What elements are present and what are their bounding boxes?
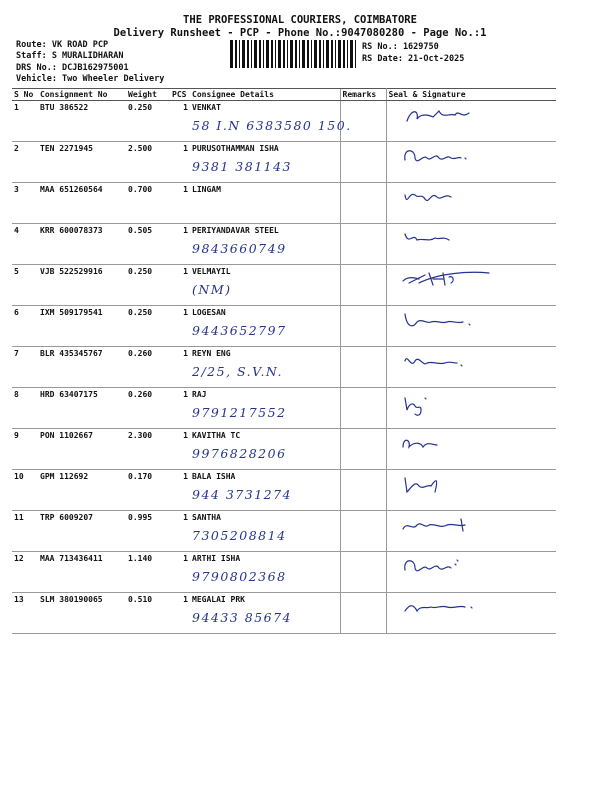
consignee-cell	[190, 347, 340, 388]
barcode-bar	[275, 40, 276, 68]
consignee-name: PERIYANDAVAR STEEL	[192, 226, 279, 235]
consignee-cell	[190, 470, 340, 511]
barcode-bar	[307, 40, 309, 68]
consignee-name: VELMAYIL	[192, 267, 231, 276]
barcode-bar	[343, 40, 345, 68]
table-row	[12, 224, 556, 265]
signature-cell	[386, 101, 556, 142]
barcode-bar	[331, 40, 333, 68]
handwritten-signature	[399, 308, 519, 338]
consignee-name: LINGAM	[192, 185, 221, 194]
sno-cell: 2	[12, 142, 38, 183]
signature-cell	[386, 388, 556, 429]
signature-cell	[386, 429, 556, 470]
barcode-bar	[235, 40, 237, 68]
weight-cell: 2.500	[126, 142, 170, 183]
barcode-bar	[251, 40, 252, 68]
sno-cell: 7	[12, 347, 38, 388]
consignment-no-cell: IXM 509179541	[38, 306, 126, 347]
barcode-bar	[314, 40, 317, 68]
sno-cell: 3	[12, 183, 38, 224]
signature-cell	[386, 183, 556, 224]
sno-cell: 13	[12, 593, 38, 634]
barcode-bar	[259, 40, 261, 68]
weight-cell: 0.260	[126, 388, 170, 429]
col-header-signature: Seal & Signature	[386, 89, 556, 101]
barcode-bar	[299, 40, 300, 68]
sno-cell: 6	[12, 306, 38, 347]
remarks-cell	[340, 142, 386, 183]
signature-cell	[386, 224, 556, 265]
weight-cell: 0.260	[126, 347, 170, 388]
handwritten-note: 9443652797	[192, 323, 287, 338]
weight-cell: 0.510	[126, 593, 170, 634]
consignment-no-cell: GPM 112692	[38, 470, 126, 511]
pcs-cell: 1	[170, 347, 190, 388]
barcode-bar	[278, 40, 281, 68]
handwritten-note: 9791217552	[192, 405, 287, 420]
signature-cell	[386, 511, 556, 552]
barcode-bar	[323, 40, 324, 68]
consignee-name: MEGALAI PRK	[192, 595, 245, 604]
weight-cell: 1.140	[126, 552, 170, 593]
signature-cell	[386, 347, 556, 388]
rs-date: RS Date: 21-Oct-2025	[362, 54, 465, 64]
pcs-cell: 1	[170, 265, 190, 306]
handwritten-note: 9976828206	[192, 446, 287, 461]
sno-cell: 12	[12, 552, 38, 593]
barcode-bar	[242, 40, 245, 68]
consignee-name: BALA ISHA	[192, 472, 236, 481]
barcode-bar	[290, 40, 293, 68]
staff-label: Staff: S MURALIDHARAN	[16, 51, 124, 61]
route-label: Route: VK ROAD PCP	[16, 40, 109, 50]
table-row	[12, 470, 556, 511]
consignment-no-cell: HRD 63407175	[38, 388, 126, 429]
col-header-weight: Weight	[126, 89, 170, 101]
barcode-bar	[239, 40, 240, 68]
handwritten-signature	[399, 185, 519, 215]
sno-cell: 10	[12, 470, 38, 511]
consignee-cell	[190, 429, 340, 470]
table-row	[12, 265, 556, 306]
barcode-bar	[355, 40, 356, 68]
handwritten-note: 944 3731274	[192, 487, 293, 502]
barcode	[230, 40, 356, 68]
consignee-cell	[190, 142, 340, 183]
consignee-name: ARTHI ISHA	[192, 554, 241, 563]
pcs-cell: 1	[170, 470, 190, 511]
signature-cell	[386, 142, 556, 183]
pcs-cell: 1	[170, 224, 190, 265]
remarks-cell	[340, 265, 386, 306]
handwritten-signature	[399, 103, 519, 133]
remarks-cell	[340, 511, 386, 552]
signature-cell	[386, 470, 556, 511]
handwritten-note: 58 I.N 6383580 150.	[192, 118, 352, 133]
consignee-name: RAJ	[192, 390, 207, 399]
signature-cell	[386, 593, 556, 634]
sno-cell: 9	[12, 429, 38, 470]
weight-cell: 2.300	[126, 429, 170, 470]
table-row	[12, 552, 556, 593]
pcs-cell: 1	[170, 101, 190, 142]
barcode-bar	[287, 40, 288, 68]
vehicle-label: Vehicle: Two Wheeler Delivery	[16, 74, 165, 84]
barcode-bar	[271, 40, 273, 68]
consignee-cell	[190, 306, 340, 347]
col-header-sno: S No	[12, 89, 38, 101]
col-header-consignee: Consignee Details	[190, 89, 340, 101]
barcode-bar	[338, 40, 341, 68]
remarks-cell	[340, 224, 386, 265]
consignee-name: KAVITHA TC	[192, 431, 241, 440]
barcode-bar	[326, 40, 329, 68]
consignee-name: SANTHA	[192, 513, 221, 522]
barcode-bar	[350, 40, 353, 68]
handwritten-signature	[399, 472, 519, 502]
handwritten-signature	[399, 226, 519, 256]
signature-cell	[386, 306, 556, 347]
handwritten-note: (NM)	[192, 282, 232, 297]
consignee-name: VENKAT	[192, 103, 221, 112]
barcode-bar	[263, 40, 264, 68]
consignee-cell	[190, 224, 340, 265]
pcs-cell: 1	[170, 142, 190, 183]
consignee-cell	[190, 511, 340, 552]
table-row	[12, 429, 556, 470]
consignment-no-cell: MAA 713436411	[38, 552, 126, 593]
remarks-cell	[340, 347, 386, 388]
drs-number: DRS No.: DCJB162975001	[16, 63, 129, 73]
barcode-bar	[319, 40, 321, 68]
table-row	[12, 101, 556, 142]
consignee-name: LOGESAN	[192, 308, 226, 317]
consignment-no-cell: MAA 651260564	[38, 183, 126, 224]
handwritten-note: 9843660749	[192, 241, 287, 256]
consignee-cell	[190, 593, 340, 634]
handwritten-note: 2/25, S.V.N.	[192, 364, 284, 379]
consignee-name: REYN ENG	[192, 349, 231, 358]
handwritten-signature	[399, 390, 519, 420]
barcode-bar	[347, 40, 348, 68]
consignee-name: PURUSOTHAMMAN ISHA	[192, 144, 279, 153]
remarks-cell	[340, 429, 386, 470]
pcs-cell: 1	[170, 183, 190, 224]
pcs-cell: 1	[170, 593, 190, 634]
remarks-cell	[340, 552, 386, 593]
pcs-cell: 1	[170, 511, 190, 552]
consignee-cell	[190, 388, 340, 429]
sno-cell: 5	[12, 265, 38, 306]
signature-cell	[386, 265, 556, 306]
barcode-bar	[295, 40, 297, 68]
handwritten-note: 9381 381143	[192, 159, 293, 174]
weight-cell: 0.170	[126, 470, 170, 511]
pcs-cell: 1	[170, 388, 190, 429]
consignment-no-cell: PON 1102667	[38, 429, 126, 470]
handwritten-signature	[399, 349, 519, 379]
consignee-cell	[190, 265, 340, 306]
runsheet-table	[12, 88, 556, 634]
weight-cell: 0.250	[126, 306, 170, 347]
table-row	[12, 142, 556, 183]
consignment-no-cell: BTU 386522	[38, 101, 126, 142]
table-row	[12, 388, 556, 429]
consignee-cell	[190, 101, 352, 142]
handwritten-signature	[399, 431, 519, 461]
handwritten-signature	[399, 554, 519, 584]
col-header-consignment: Consignment No	[38, 89, 126, 101]
sno-cell: 8	[12, 388, 38, 429]
signature-cell	[386, 552, 556, 593]
weight-cell: 0.700	[126, 183, 170, 224]
weight-cell: 0.505	[126, 224, 170, 265]
barcode-bar	[230, 40, 233, 68]
weight-cell: 0.250	[126, 101, 170, 142]
consignment-no-cell: TRP 6009207	[38, 511, 126, 552]
handwritten-note: 9790802368	[192, 569, 287, 584]
table-header-row	[12, 89, 556, 101]
consignment-no-cell: VJB 522529916	[38, 265, 126, 306]
barcode-bar	[335, 40, 336, 68]
remarks-cell	[340, 183, 386, 224]
company-name: THE PROFESSIONAL COURIERS, COIMBATORE	[183, 14, 417, 26]
handwritten-signature	[399, 144, 519, 174]
barcode-bar	[302, 40, 305, 68]
table-row	[12, 306, 556, 347]
barcode-bar	[283, 40, 285, 68]
consignee-cell	[190, 552, 340, 593]
remarks-cell	[340, 470, 386, 511]
handwritten-signature	[399, 267, 519, 297]
handwritten-signature	[399, 595, 519, 625]
table-row	[12, 183, 556, 224]
consignment-no-cell: SLM 380190065	[38, 593, 126, 634]
remarks-cell	[340, 593, 386, 634]
rs-number: RS No.: 1629750	[362, 42, 439, 52]
runsheet-subtitle: Delivery Runsheet - PCP - Phone No.:9047080280 - Page No.:1	[113, 27, 487, 39]
col-header-remarks: Remarks	[340, 89, 386, 101]
consignee-cell	[190, 183, 340, 224]
barcode-bar	[311, 40, 312, 68]
barcode-bar	[254, 40, 257, 68]
remarks-cell	[340, 306, 386, 347]
col-header-pcs: PCS	[170, 89, 190, 101]
sno-cell: 4	[12, 224, 38, 265]
consignment-no-cell: KRR 600078373	[38, 224, 126, 265]
weight-cell: 0.995	[126, 511, 170, 552]
barcode-bar	[266, 40, 269, 68]
pcs-cell: 1	[170, 429, 190, 470]
consignment-no-cell: TEN 2271945	[38, 142, 126, 183]
consignment-no-cell: BLR 435345767	[38, 347, 126, 388]
table-row	[12, 593, 556, 634]
pcs-cell: 1	[170, 306, 190, 347]
table-row	[12, 511, 556, 552]
barcode-bar	[247, 40, 249, 68]
weight-cell: 0.250	[126, 265, 170, 306]
pcs-cell: 1	[170, 552, 190, 593]
handwritten-signature	[399, 513, 519, 543]
sno-cell: 1	[12, 101, 38, 142]
sno-cell: 11	[12, 511, 38, 552]
table-row	[12, 347, 556, 388]
handwritten-note: 7305208814	[192, 528, 287, 543]
remarks-cell	[340, 388, 386, 429]
handwritten-note: 94433 85674	[192, 610, 293, 625]
